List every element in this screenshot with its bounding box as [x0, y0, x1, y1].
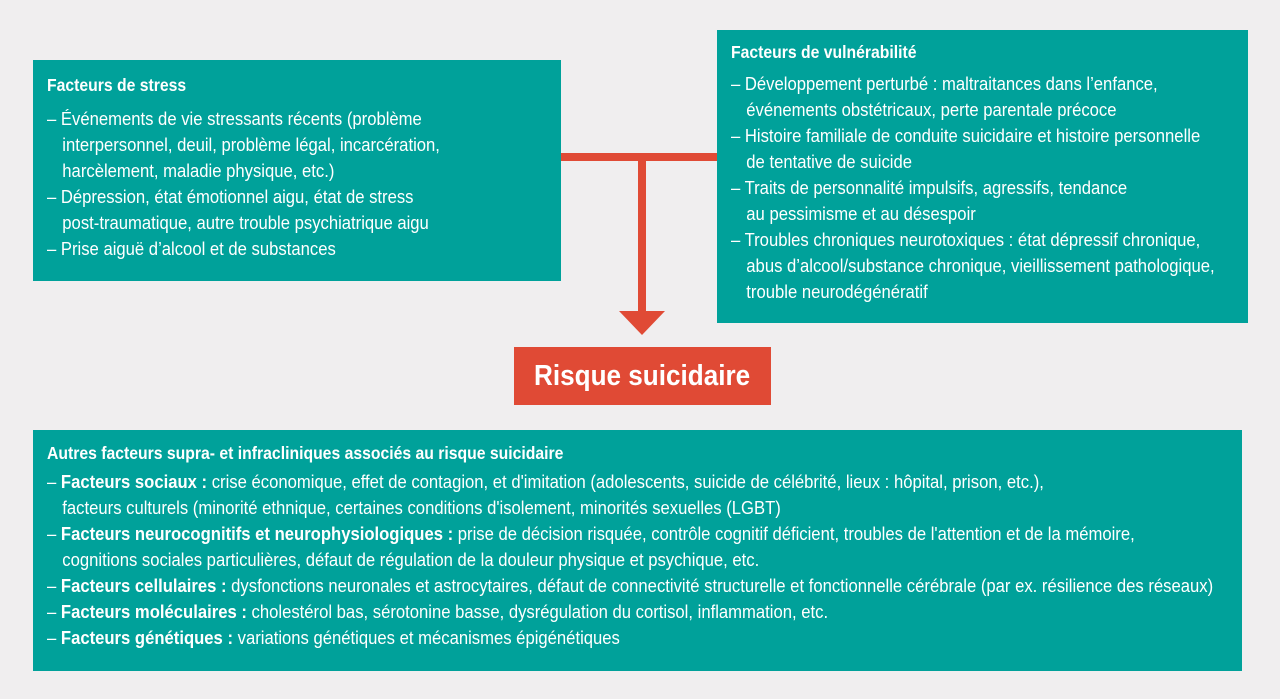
vertical-connector	[638, 160, 646, 312]
other-factors-box	[33, 430, 1242, 671]
arrow-down-icon	[619, 311, 665, 335]
neurocognitive-factors-continuation: cognitions sociales particulières, défaut de régulation de la douleur physique et psychique, etc.	[62, 549, 760, 570]
vulnerability-factor-line: – Histoire familiale de conduite suicidaire et histoire personnelle	[731, 125, 1201, 146]
genetic-factors-line: – Facteurs génétiques : variations génétiques et mécanismes épigénétiques	[47, 627, 620, 648]
social-factors-continuation: facteurs culturels (minorité ethnique, certaines conditions d'isolement, minorités sexuelles (LGBT)	[62, 497, 781, 518]
genetic-factors-text: variations génétiques et mécanismes épigénétiques	[232, 627, 620, 648]
stress-factor-line: – Événements de vie stressants récents (problème	[47, 108, 422, 129]
social-factors-heading: Facteurs sociaux :	[60, 471, 208, 492]
stress-factor-line: interpersonnel, deuil, problème légal, incarcération,	[62, 134, 440, 155]
stress-factor-line: – Prise aiguë d’alcool et de substances	[47, 238, 336, 259]
vulnerability-factor-line: – Développement perturbé : maltraitances dans l’enfance,	[731, 73, 1158, 94]
cellular-factors-text: dysfonctions neuronales et astrocytaires, défaut de connectivité structurelle et fonctionnelle cérébrale (par ex. résilience des réseaux)	[226, 575, 1214, 596]
stress-factor-line: post-traumatique, autre trouble psychiatrique aigu	[62, 212, 429, 233]
vulnerability-factor-line: trouble neurodégénératif	[746, 281, 928, 302]
cellular-factors-heading: Facteurs cellulaires :	[60, 575, 227, 596]
vulnerability-factors-box	[717, 30, 1248, 323]
genetic-factors-heading: Facteurs génétiques :	[60, 627, 233, 648]
suicide-risk-box	[514, 347, 771, 405]
vulnerability-factors-list	[731, 71, 1215, 305]
stress-factor-line: – Dépression, état émotionnel aigu, état de stress	[47, 186, 414, 207]
other-factors-title: Autres facteurs supra- et infracliniques associés au risque suicidaire	[47, 443, 564, 463]
molecular-factors-heading: Facteurs moléculaires :	[60, 601, 247, 622]
vulnerability-factor-line: – Troubles chroniques neurotoxiques : état dépressif chronique,	[731, 229, 1201, 250]
social-factors-line: – Facteurs sociaux : crise économique, effet de contagion, et d'imitation (adolescents, suicide de célébrité, lieux : hôpital, prison, etc.),	[47, 471, 1044, 492]
molecular-factors-text: cholestérol bas, sérotonine basse, dysrégulation du cortisol, inflammation, etc.	[246, 601, 829, 622]
stress-factors-list	[47, 106, 510, 262]
molecular-factors-line: – Facteurs moléculaires : cholestérol bas, sérotonine basse, dysrégulation du cortisol, inflammation, etc.	[47, 601, 829, 622]
vulnerability-factor-line: de tentative de suicide	[746, 151, 912, 172]
vulnerability-factor-line: abus d’alcool/substance chronique, vieillissement pathologique,	[746, 255, 1215, 276]
other-factors-list	[47, 469, 1214, 651]
vulnerability-factor-line: événements obstétricaux, perte parentale précoce	[746, 99, 1117, 120]
neurocognitive-factors-line: – Facteurs neurocognitifs et neurophysiologiques : prise de décision risquée, contrôle cognitif déficient, troubles de l'attention et de la mémoire,	[47, 523, 1135, 544]
vulnerability-factors-title: Facteurs de vulnérabilité	[731, 42, 917, 62]
neurocognitive-factors-heading: Facteurs neurocognitifs et neurophysiologiques :	[60, 523, 454, 544]
neurocognitive-factors-text: prise de décision risquée, contrôle cognitif déficient, troubles de l'attention et de la mémoire,	[453, 523, 1135, 544]
cellular-factors-line: – Facteurs cellulaires : dysfonctions neuronales et astrocytaires, défaut de connectivité structurelle et fonctionnelle cérébrale (par ex. résilience des réseaux)	[47, 575, 1214, 596]
vulnerability-factor-line: au pessimisme et au désespoir	[746, 203, 976, 224]
stress-factor-line: harcèlement, maladie physique, etc.)	[62, 160, 335, 181]
social-factors-text: crise économique, effet de contagion, et d'imitation (adolescents, suicide de célébrité, lieux : hôpital, prison, etc.),	[207, 471, 1044, 492]
vulnerability-factor-line: – Traits de personnalité impulsifs, agressifs, tendance	[731, 177, 1128, 198]
stress-factors-box	[33, 60, 561, 281]
suicide-risk-label: Risque suicidaire	[534, 359, 751, 392]
stress-factors-title: Facteurs de stress	[47, 75, 187, 95]
